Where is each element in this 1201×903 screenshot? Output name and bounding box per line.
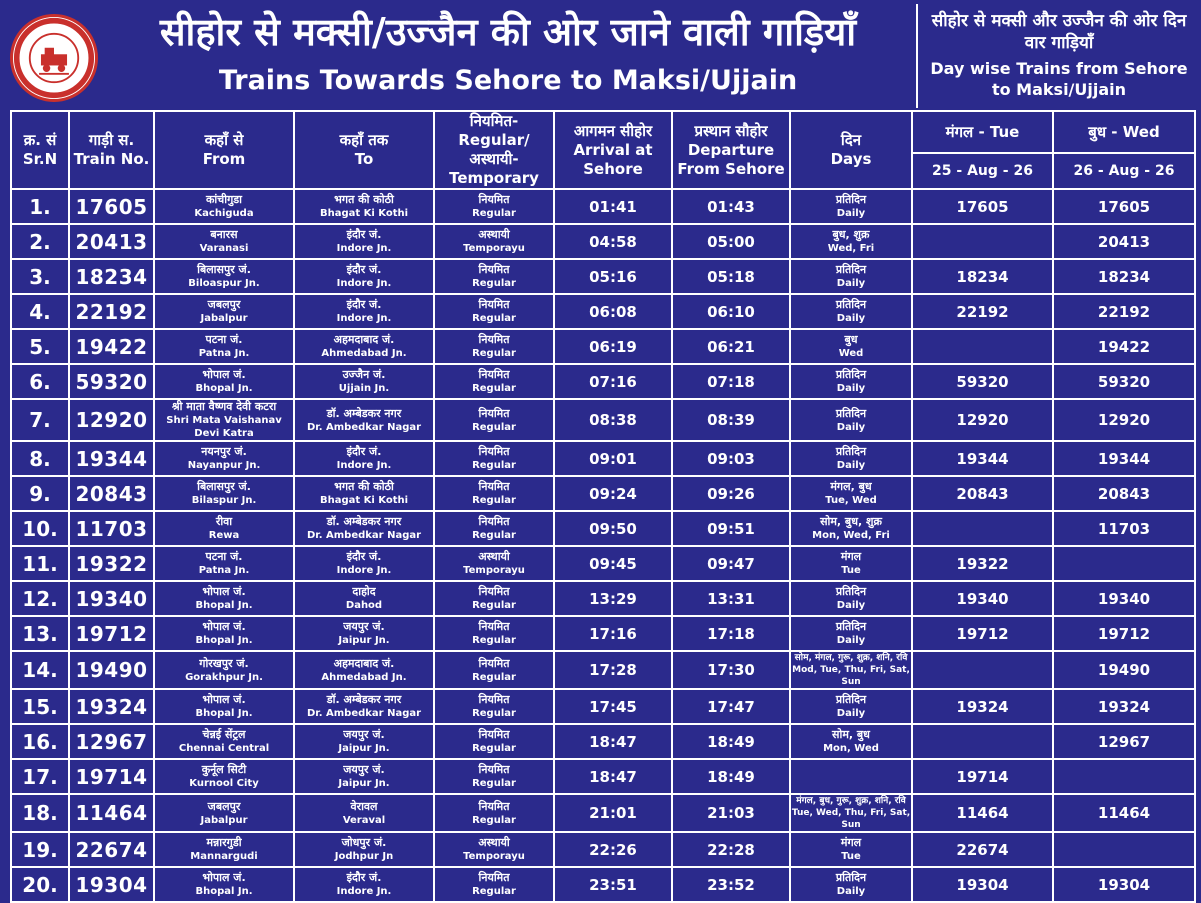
cell-departure: 18:49 <box>672 724 790 759</box>
cell-to: जोधपुर जं. Jodhpur Jn <box>294 832 434 867</box>
cell-sr: 20. <box>11 867 69 902</box>
cell-train-no: 17605 <box>69 189 154 224</box>
cell-from: बनारस Varanasi <box>154 224 294 259</box>
cell-departure: 22:28 <box>672 832 790 867</box>
cell-days: प्रतिदिन Daily <box>790 399 912 441</box>
cell-from: भोपाल जं. Bhopal Jn. <box>154 867 294 902</box>
cell-sr: 5. <box>11 329 69 364</box>
cell-arrival: 07:16 <box>554 364 672 399</box>
cell-to: इंदौर जं. Indore Jn. <box>294 441 434 476</box>
cell-tue: 22192 <box>912 294 1053 329</box>
cell-train-no: 20843 <box>69 476 154 511</box>
cell-to: अहमदाबाद जं. Ahmedabad Jn. <box>294 329 434 364</box>
cell-wed: 19490 <box>1053 651 1195 689</box>
cell-departure: 08:39 <box>672 399 790 441</box>
cell-from: नयनपुर जं. Nayanpur Jn. <box>154 441 294 476</box>
cell-wed: 20843 <box>1053 476 1195 511</box>
cell-train-no: 12920 <box>69 399 154 441</box>
cell-train-no: 59320 <box>69 364 154 399</box>
cell-train-no: 19422 <box>69 329 154 364</box>
cell-days: प्रतिदिन Daily <box>790 616 912 651</box>
cell-departure: 17:18 <box>672 616 790 651</box>
cell-days: प्रतिदिन Daily <box>790 581 912 616</box>
table-row <box>11 832 1195 867</box>
cell-sr: 7. <box>11 399 69 441</box>
cell-train-no: 19714 <box>69 759 154 794</box>
table-row <box>11 616 1195 651</box>
cell-sr: 3. <box>11 259 69 294</box>
cell-tue: 22674 <box>912 832 1053 867</box>
cell-departure: 09:03 <box>672 441 790 476</box>
cell-arrival: 01:41 <box>554 189 672 224</box>
cell-days: प्रतिदिन Daily <box>790 689 912 724</box>
cell-departure: 09:51 <box>672 511 790 546</box>
cell-wed: 12920 <box>1053 399 1195 441</box>
cell-from: भोपाल जं. Bhopal Jn. <box>154 616 294 651</box>
cell-wed <box>1053 832 1195 867</box>
cell-train-no: 22192 <box>69 294 154 329</box>
train-table <box>10 110 1196 903</box>
cell-days: बुध, शुक्र Wed, Fri <box>790 224 912 259</box>
cell-train-no: 19344 <box>69 441 154 476</box>
cell-from: चेन्नई सेंट्रल Chennai Central <box>154 724 294 759</box>
col-arrival: आगमन सीहोर Arrival at Sehore <box>554 111 672 189</box>
cell-wed <box>1053 546 1195 581</box>
table-row <box>11 759 1195 794</box>
cell-arrival: 22:26 <box>554 832 672 867</box>
indian-railways-logo <box>10 14 98 102</box>
cell-to: जयपुर जं. Jaipur Jn. <box>294 759 434 794</box>
cell-to: दाहोद Dahod <box>294 581 434 616</box>
col-tue: मंगल - Tue <box>912 111 1053 153</box>
cell-departure: 07:18 <box>672 364 790 399</box>
cell-arrival: 09:50 <box>554 511 672 546</box>
cell-days: प्रतिदिन Daily <box>790 259 912 294</box>
cell-to: इंदौर जं. Indore Jn. <box>294 546 434 581</box>
cell-to: अहमदाबाद जं. Ahmedabad Jn. <box>294 651 434 689</box>
cell-type: नियमित Regular <box>434 511 554 546</box>
cell-type: नियमित Regular <box>434 616 554 651</box>
cell-departure: 09:47 <box>672 546 790 581</box>
cell-tue <box>912 329 1053 364</box>
cell-arrival: 17:45 <box>554 689 672 724</box>
cell-days: मंगल Tue <box>790 832 912 867</box>
cell-type: नियमित Regular <box>434 689 554 724</box>
col-departure: प्रस्थान सौहोर Departure From Sehore <box>672 111 790 189</box>
cell-train-no: 19324 <box>69 689 154 724</box>
cell-sr: 18. <box>11 794 69 832</box>
col-days: दिन Days <box>790 111 912 189</box>
cell-tue: 17605 <box>912 189 1053 224</box>
cell-wed <box>1053 759 1195 794</box>
cell-arrival: 09:01 <box>554 441 672 476</box>
cell-to: इंदौर जं. Indore Jn. <box>294 867 434 902</box>
table-row <box>11 189 1195 224</box>
cell-wed: 22192 <box>1053 294 1195 329</box>
cell-tue: 19304 <box>912 867 1053 902</box>
table-row <box>11 441 1195 476</box>
cell-train-no: 19340 <box>69 581 154 616</box>
daywise-heading-hindi: सीहोर से मक्सी और उज्जैन की ओर दिन वार गाड़ियाँ <box>931 11 1187 53</box>
cell-arrival: 18:47 <box>554 759 672 794</box>
col-wed: बुध - Wed <box>1053 111 1195 153</box>
cell-type: नियमित Regular <box>434 189 554 224</box>
cell-from: गोरखपुर जं. Gorakhpur Jn. <box>154 651 294 689</box>
cell-departure: 18:49 <box>672 759 790 794</box>
cell-from: भोपाल जं. Bhopal Jn. <box>154 364 294 399</box>
cell-from: कांचीगुडा Kachiguda <box>154 189 294 224</box>
cell-arrival: 17:28 <box>554 651 672 689</box>
cell-days: प्रतिदिन Daily <box>790 294 912 329</box>
cell-from: जबलपुर Jabalpur <box>154 294 294 329</box>
col-to: कहाँ तक To <box>294 111 434 189</box>
table-row <box>11 399 1195 441</box>
cell-wed: 19712 <box>1053 616 1195 651</box>
cell-wed: 12967 <box>1053 724 1195 759</box>
cell-tue <box>912 724 1053 759</box>
col-wed-date: 26 - Aug - 26 <box>1053 153 1195 189</box>
cell-wed: 19344 <box>1053 441 1195 476</box>
cell-wed: 19340 <box>1053 581 1195 616</box>
header <box>0 0 1201 110</box>
cell-train-no: 19322 <box>69 546 154 581</box>
cell-type: नियमित Regular <box>434 651 554 689</box>
table-row <box>11 511 1195 546</box>
cell-from: बिलासपुर जं. Biloaspur Jn. <box>154 259 294 294</box>
cell-arrival: 06:08 <box>554 294 672 329</box>
cell-tue <box>912 651 1053 689</box>
cell-train-no: 19490 <box>69 651 154 689</box>
cell-tue: 19344 <box>912 441 1053 476</box>
daywise-heading <box>916 4 1200 108</box>
cell-sr: 14. <box>11 651 69 689</box>
cell-sr: 11. <box>11 546 69 581</box>
cell-tue: 19714 <box>912 759 1053 794</box>
cell-tue: 20843 <box>912 476 1053 511</box>
cell-sr: 4. <box>11 294 69 329</box>
cell-type: नियमित Regular <box>434 759 554 794</box>
cell-sr: 9. <box>11 476 69 511</box>
cell-to: उज्जैन जं. Ujjain Jn. <box>294 364 434 399</box>
table-row <box>11 259 1195 294</box>
cell-train-no: 12967 <box>69 724 154 759</box>
cell-days: सोम, बुध, शुक्र Mon, Wed, Fri <box>790 511 912 546</box>
cell-tue: 19340 <box>912 581 1053 616</box>
cell-arrival: 17:16 <box>554 616 672 651</box>
cell-from: कुर्नूल सिटी Kurnool City <box>154 759 294 794</box>
cell-tue: 59320 <box>912 364 1053 399</box>
cell-arrival: 08:38 <box>554 399 672 441</box>
cell-sr: 17. <box>11 759 69 794</box>
cell-to: जयपुर जं. Jaipur Jn. <box>294 724 434 759</box>
cell-days: सोम, बुध Mon, Wed <box>790 724 912 759</box>
cell-from: मन्नारगुडी Mannargudi <box>154 832 294 867</box>
col-from: कहाँ से From <box>154 111 294 189</box>
cell-tue: 19712 <box>912 616 1053 651</box>
table-row <box>11 364 1195 399</box>
cell-to: भगत की कोठी Bhagat Ki Kothi <box>294 476 434 511</box>
cell-departure: 05:00 <box>672 224 790 259</box>
cell-type: नियमित Regular <box>434 441 554 476</box>
table-row <box>11 867 1195 902</box>
cell-departure: 21:03 <box>672 794 790 832</box>
table-row <box>11 651 1195 689</box>
table-row <box>11 546 1195 581</box>
table-row <box>11 581 1195 616</box>
title-english: Trains Towards Sehore to Maksi/Ujjain <box>218 65 798 96</box>
cell-arrival: 06:19 <box>554 329 672 364</box>
cell-departure: 06:21 <box>672 329 790 364</box>
cell-train-no: 11703 <box>69 511 154 546</box>
cell-sr: 19. <box>11 832 69 867</box>
cell-type: नियमित Regular <box>434 867 554 902</box>
cell-departure: 17:47 <box>672 689 790 724</box>
cell-train-no: 22674 <box>69 832 154 867</box>
cell-wed: 20413 <box>1053 224 1195 259</box>
cell-sr: 10. <box>11 511 69 546</box>
cell-from: पटना जं. Patna Jn. <box>154 329 294 364</box>
cell-wed: 11703 <box>1053 511 1195 546</box>
cell-train-no: 19712 <box>69 616 154 651</box>
cell-tue: 18234 <box>912 259 1053 294</box>
cell-departure: 05:18 <box>672 259 790 294</box>
cell-wed: 19422 <box>1053 329 1195 364</box>
cell-type: नियमित Regular <box>434 364 554 399</box>
cell-train-no: 11464 <box>69 794 154 832</box>
cell-from: बिलासपुर जं. Bilaspur Jn. <box>154 476 294 511</box>
cell-wed: 19304 <box>1053 867 1195 902</box>
cell-days: प्रतिदिन Daily <box>790 441 912 476</box>
table-row <box>11 294 1195 329</box>
cell-tue <box>912 511 1053 546</box>
daywise-heading-english: Day wise Trains from Sehore to Maksi/Ujjain <box>930 59 1188 99</box>
cell-to: इंदौर जं. Indore Jn. <box>294 224 434 259</box>
cell-departure: 06:10 <box>672 294 790 329</box>
cell-sr: 13. <box>11 616 69 651</box>
cell-tue: 19322 <box>912 546 1053 581</box>
cell-type: नियमित Regular <box>434 476 554 511</box>
cell-tue: 11464 <box>912 794 1053 832</box>
cell-sr: 15. <box>11 689 69 724</box>
cell-to: इंदौर जं. Indore Jn. <box>294 294 434 329</box>
cell-days: प्रतिदिन Daily <box>790 189 912 224</box>
cell-to: भगत की कोठी Bhagat Ki Kothi <box>294 189 434 224</box>
cell-days: प्रतिदिन Daily <box>790 867 912 902</box>
cell-departure: 01:43 <box>672 189 790 224</box>
cell-type: नियमित Regular <box>434 794 554 832</box>
cell-arrival: 23:51 <box>554 867 672 902</box>
cell-train-no: 20413 <box>69 224 154 259</box>
cell-sr: 1. <box>11 189 69 224</box>
cell-wed: 19324 <box>1053 689 1195 724</box>
col-type: नियमित-Regular/ अस्थायी- Temporary <box>434 111 554 189</box>
cell-type: नियमित Regular <box>434 294 554 329</box>
cell-tue <box>912 224 1053 259</box>
cell-days: मंगल Tue <box>790 546 912 581</box>
cell-departure: 09:26 <box>672 476 790 511</box>
cell-arrival: 04:58 <box>554 224 672 259</box>
table-row <box>11 689 1195 724</box>
cell-to: जयपुर जं. Jaipur Jn. <box>294 616 434 651</box>
table-row <box>11 794 1195 832</box>
cell-arrival: 05:16 <box>554 259 672 294</box>
cell-sr: 8. <box>11 441 69 476</box>
col-tue-date: 25 - Aug - 26 <box>912 153 1053 189</box>
cell-sr: 12. <box>11 581 69 616</box>
cell-days: मंगल, बुध Tue, Wed <box>790 476 912 511</box>
cell-days: प्रतिदिन Daily <box>790 364 912 399</box>
cell-train-no: 18234 <box>69 259 154 294</box>
cell-from: भोपाल जं. Bhopal Jn. <box>154 689 294 724</box>
cell-sr: 6. <box>11 364 69 399</box>
cell-train-no: 19304 <box>69 867 154 902</box>
cell-from: जबलपुर Jabalpur <box>154 794 294 832</box>
table-row <box>11 724 1195 759</box>
cell-type: अस्थायी Temporayu <box>434 546 554 581</box>
cell-to: डॉ. अम्बेडकर नगर Dr. Ambedkar Nagar <box>294 511 434 546</box>
col-train-no: गाड़ी स. Train No. <box>69 111 154 189</box>
cell-type: नियमित Regular <box>434 259 554 294</box>
cell-days <box>790 759 912 794</box>
cell-arrival: 09:24 <box>554 476 672 511</box>
cell-days: मंगल, बुध, गुरू, शुक्र, शनि, रवि Tue, Wed, Thu, Fri, Sat, Sun <box>791 796 911 830</box>
cell-type: नियमित Regular <box>434 329 554 364</box>
cell-wed: 18234 <box>1053 259 1195 294</box>
cell-tue: 19324 <box>912 689 1053 724</box>
cell-sr: 2. <box>11 224 69 259</box>
cell-days: बुध Wed <box>790 329 912 364</box>
cell-type: अस्थायी Temporayu <box>434 224 554 259</box>
cell-wed: 17605 <box>1053 189 1195 224</box>
table-row <box>11 329 1195 364</box>
cell-from: श्री माता वैष्णव देवी कटरा Shri Mata Vaishanav Devi Katra <box>154 399 294 441</box>
cell-arrival: 09:45 <box>554 546 672 581</box>
cell-arrival: 13:29 <box>554 581 672 616</box>
cell-type: नियमित Regular <box>434 724 554 759</box>
table-row <box>11 476 1195 511</box>
cell-departure: 23:52 <box>672 867 790 902</box>
cell-days: सोम, मंगल, गुरू, शुक्र, शनि, रवि Mod, Tue, Thu, Fri, Sat, Sun <box>790 651 912 689</box>
cell-type: नियमित Regular <box>434 581 554 616</box>
cell-arrival: 21:01 <box>554 794 672 832</box>
cell-wed: 11464 <box>1053 794 1195 832</box>
table-row <box>11 224 1195 259</box>
cell-departure: 17:30 <box>672 651 790 689</box>
cell-to: डॉ. अम्बेडकर नगर Dr. Ambedkar Nagar <box>294 689 434 724</box>
cell-from: पटना जं. Patna Jn. <box>154 546 294 581</box>
cell-arrival: 18:47 <box>554 724 672 759</box>
cell-to: वेरावल Veraval <box>294 794 434 832</box>
cell-type: अस्थायी Temporayu <box>434 832 554 867</box>
cell-wed: 59320 <box>1053 364 1195 399</box>
col-sr: क्र. सं Sr.N <box>11 111 69 189</box>
cell-type: नियमित Regular <box>434 399 554 441</box>
cell-tue: 12920 <box>912 399 1053 441</box>
cell-from: भोपाल जं. Bhopal Jn. <box>154 581 294 616</box>
title-hindi: सीहोर से मक्सी/उज्जैन की ओर जाने वाली गाड़ियाँ <box>159 10 857 54</box>
cell-sr: 16. <box>11 724 69 759</box>
cell-to: इंदौर जं. Indore Jn. <box>294 259 434 294</box>
cell-to: डॉ. अम्बेडकर नगर Dr. Ambedkar Nagar <box>294 399 434 441</box>
cell-departure: 13:31 <box>672 581 790 616</box>
train-rows <box>11 189 1195 902</box>
cell-from: रीवा Rewa <box>154 511 294 546</box>
